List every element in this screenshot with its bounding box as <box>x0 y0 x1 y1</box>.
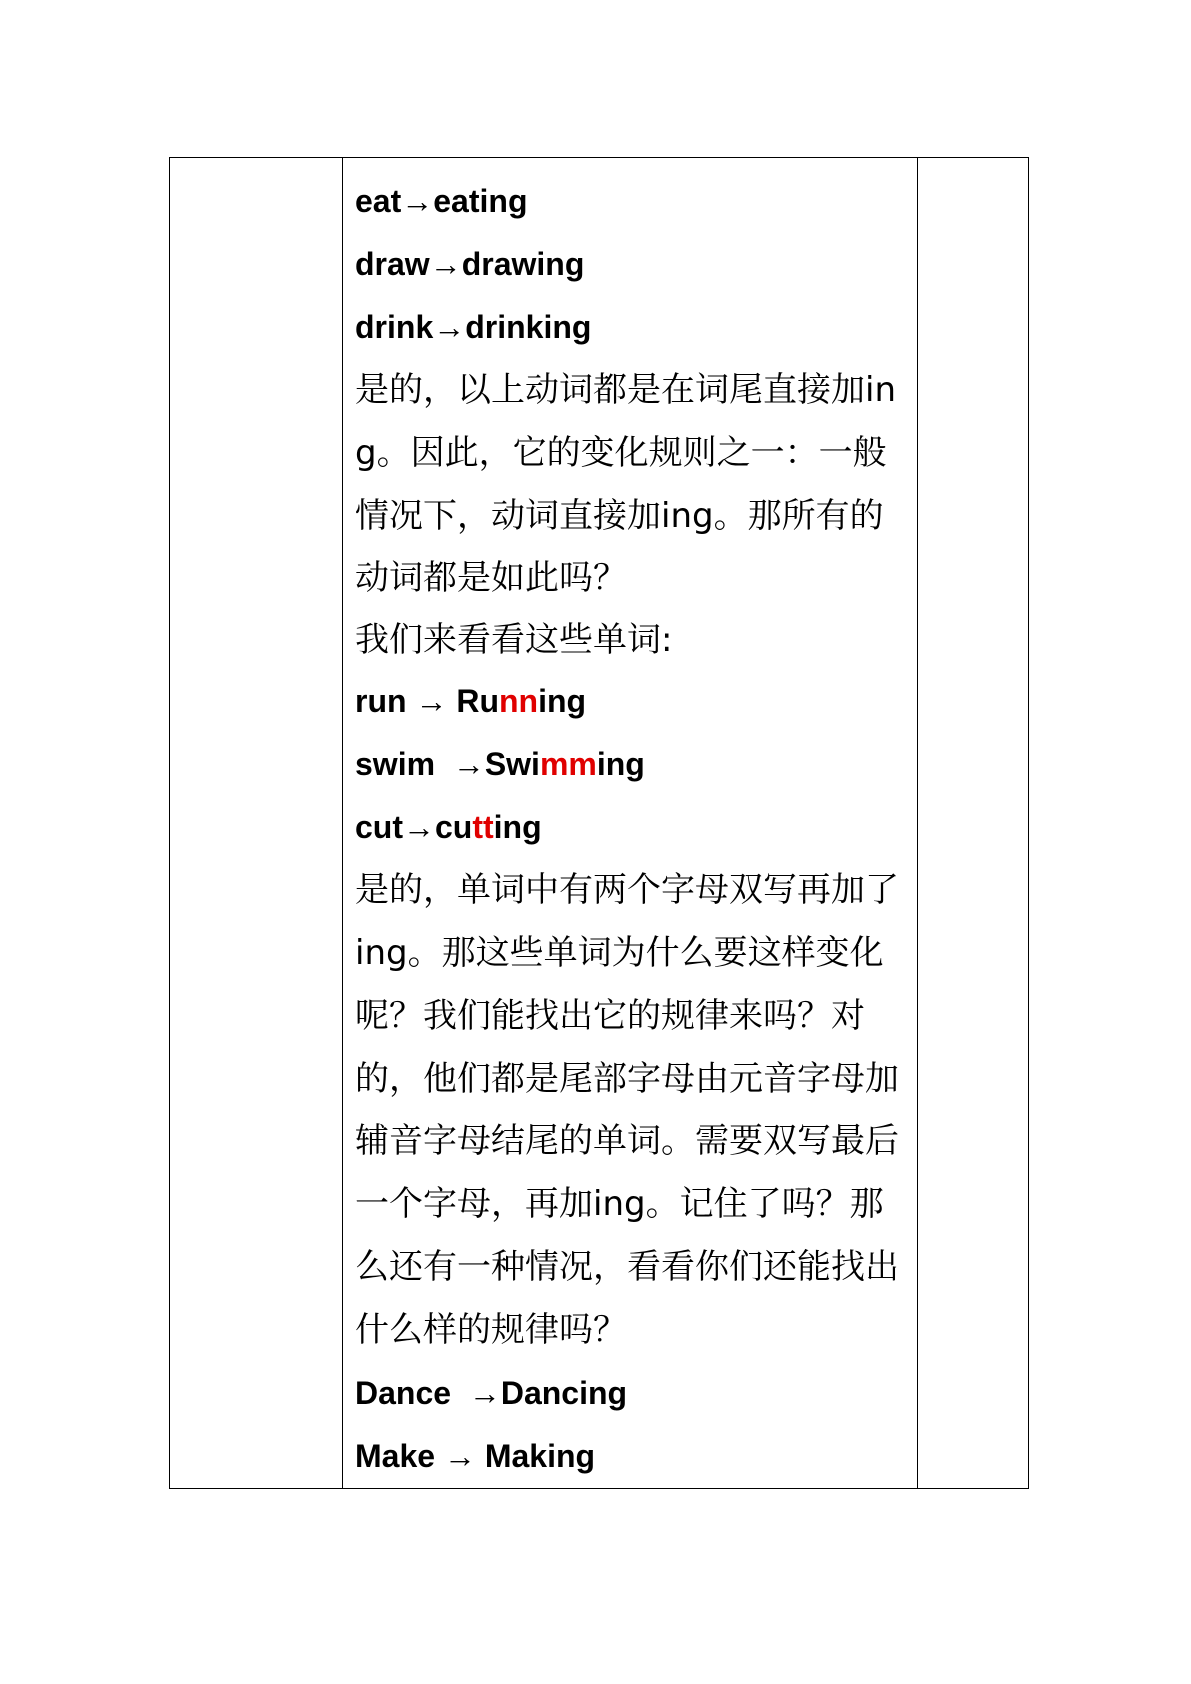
word-result: drinking <box>465 309 592 345</box>
example-draw <box>355 233 907 296</box>
doubled-letters: nn <box>498 683 539 720</box>
arrow-icon: → <box>443 1437 476 1474</box>
word-part: Swi <box>484 746 540 783</box>
content-cell <box>343 158 918 1489</box>
word-result: Making <box>475 1437 596 1474</box>
doubled-letters: tt <box>472 809 494 846</box>
doubled-letters: mm <box>539 746 597 783</box>
lesson-table <box>169 157 1029 1489</box>
example-swim <box>355 733 907 796</box>
word-part: ing <box>493 809 542 846</box>
word-base: cut <box>355 809 403 846</box>
word-base: Dance <box>355 1374 469 1411</box>
example-drink <box>355 296 907 359</box>
arrow-icon: → <box>452 746 485 783</box>
word-base: Make <box>355 1437 444 1474</box>
example-make <box>355 1425 907 1488</box>
table-row <box>170 158 1029 1489</box>
right-empty-cell <box>918 158 1029 1489</box>
arrow-icon: → <box>401 183 434 219</box>
word-base: draw <box>355 246 430 282</box>
example-cut <box>355 796 907 859</box>
word-result: drawing <box>461 246 585 282</box>
arrow-icon: → <box>415 683 448 720</box>
arrow-icon: → <box>429 246 462 282</box>
example-dance <box>355 1362 907 1425</box>
left-empty-cell <box>170 158 343 1489</box>
intro-line: 我们来看看这些单词: <box>355 620 673 661</box>
example-run <box>355 670 907 733</box>
example-eat <box>355 170 907 233</box>
word-base: run <box>355 683 416 720</box>
word-result: eating <box>433 183 528 219</box>
word-base: eat <box>355 183 402 219</box>
explanation-paragraph-1: 是的，以上动词都是在词尾直接加ing。因此，它的变化规则之一：一般情况下，动词直接加ing。那所有的动词都是如此吗？ <box>355 370 896 599</box>
word-part: ing <box>538 683 587 720</box>
word-base: swim <box>355 746 453 783</box>
explanation-paragraph-2: 是的，单词中有两个字母双写再加了ing。那这些单词为什么要这样变化呢？我们能找出它的规律来吗？对的，他们都是尾部字母由元音字母加辅音字母结尾的单词。需要双写最后一个字母，再加ing。记住了吗？那么还有一种情况，看看你们还能找出什么样的规律吗？ <box>355 870 899 1350</box>
word-part: ing <box>596 746 645 783</box>
arrow-icon: → <box>403 809 435 846</box>
content-body <box>343 158 917 1488</box>
word-part: cu <box>435 809 473 846</box>
arrow-icon: → <box>433 309 466 345</box>
word-result: Dancing <box>500 1374 628 1411</box>
word-part: Ru <box>447 683 499 720</box>
word-base: drink <box>355 309 434 345</box>
arrow-icon: → <box>468 1374 501 1411</box>
